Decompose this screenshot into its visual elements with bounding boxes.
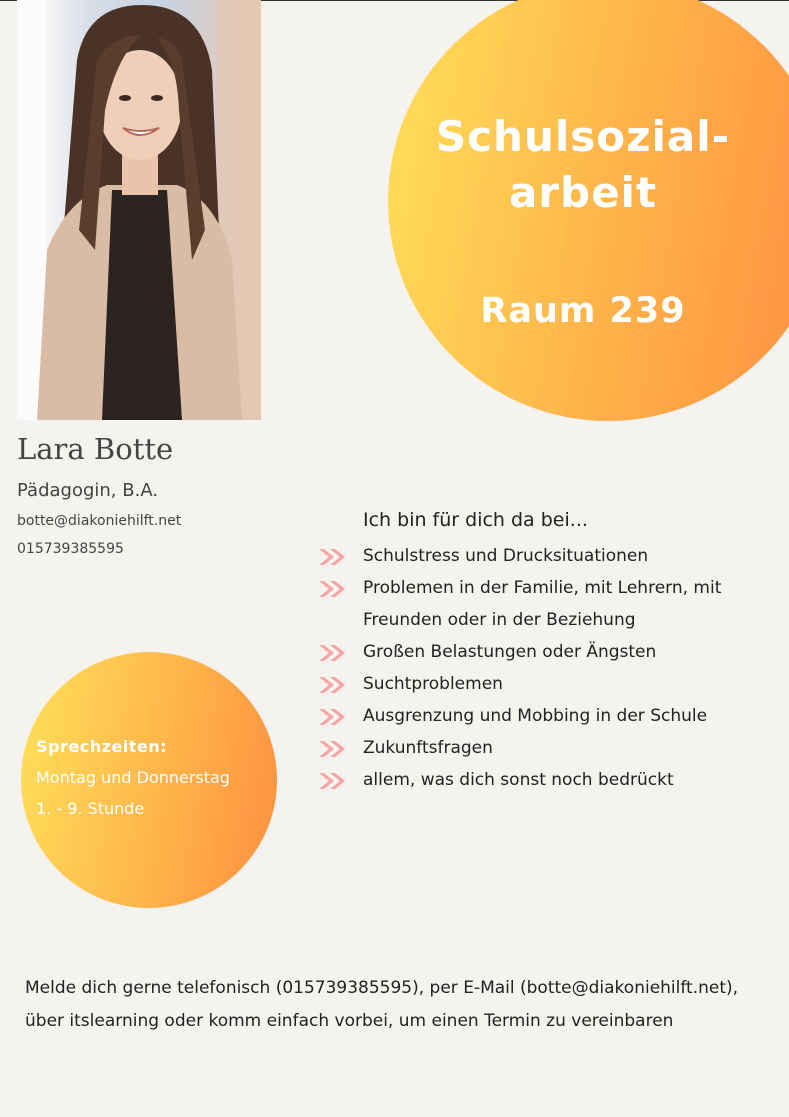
title-line-2: arbeit bbox=[508, 168, 658, 217]
person-email: botte@diakoniehilft.net bbox=[17, 513, 182, 529]
double-chevron-right-icon bbox=[318, 548, 346, 566]
list-item-label: Schulstress und Drucksituationen bbox=[363, 546, 649, 566]
list-item bbox=[318, 636, 778, 668]
list-item-label: allem, was dich sonst noch bedrückt bbox=[363, 770, 674, 790]
list-item bbox=[318, 764, 778, 796]
double-chevron-right-icon bbox=[318, 580, 346, 598]
page-title bbox=[388, 109, 778, 221]
list-item-label: Suchtproblemen bbox=[363, 674, 503, 694]
list-item bbox=[318, 732, 778, 764]
list-item-label: Problemen in der Familie, mit Lehrern, mit Freunden oder in der Beziehung bbox=[363, 578, 722, 630]
list-item-label: Großen Belastungen oder Ängsten bbox=[363, 642, 657, 662]
office-hours-periods: 1. - 9. Stunde bbox=[36, 799, 145, 818]
title-circle bbox=[388, 0, 789, 421]
contact-note: Melde dich gerne telefonisch (015739385595), per E-Mail (botte@diakoniehilft.net), über itslearning oder komm einfach vorbei, um einen Termin zu vereinbaren bbox=[25, 978, 739, 1031]
double-chevron-right-icon bbox=[318, 676, 346, 694]
person-name: Lara Botte bbox=[17, 432, 174, 466]
double-chevron-right-icon bbox=[318, 740, 346, 758]
office-hours bbox=[36, 731, 230, 824]
double-chevron-right-icon bbox=[318, 772, 346, 790]
list-item bbox=[318, 668, 778, 700]
room-number: Raum 239 bbox=[480, 291, 686, 331]
office-hours-days: Montag und Donnerstag bbox=[36, 768, 230, 787]
person-role: Pädagogin, B.A. bbox=[17, 480, 159, 501]
title-line-1: Schulsozial- bbox=[435, 112, 731, 161]
help-list bbox=[318, 540, 778, 796]
list-item-label: Ausgrenzung und Mobbing in der Schule bbox=[363, 706, 708, 726]
portrait-photo bbox=[17, 0, 261, 420]
help-intro: Ich bin für dich da bei... bbox=[363, 509, 588, 531]
person-phone: 015739385595 bbox=[17, 541, 124, 557]
list-item-label: Zukunftsfragen bbox=[363, 738, 493, 758]
double-chevron-right-icon bbox=[318, 644, 346, 662]
list-item bbox=[318, 572, 778, 636]
list-item bbox=[318, 700, 778, 732]
double-chevron-right-icon bbox=[318, 708, 346, 726]
office-hours-label: Sprechzeiten: bbox=[36, 737, 168, 756]
list-item bbox=[318, 540, 778, 572]
